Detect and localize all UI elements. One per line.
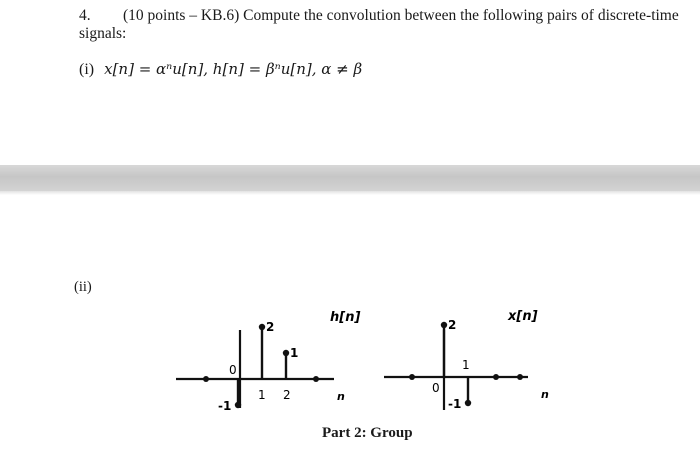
- problem-header-text: (10 points – KB.6) Compute the convolution between the following pairs of discrete-time: [123, 7, 679, 24]
- zero-sample-dot-1: [313, 376, 319, 382]
- h-plot: [176, 310, 360, 413]
- zero-sample-dot-4: [517, 374, 523, 380]
- h-sample-dot-1: [259, 324, 265, 330]
- x-sample-value-1: 2: [448, 318, 457, 332]
- x-tick-1: 1: [462, 358, 470, 372]
- part-i-formula: x[n] = αⁿu[n], h[n] = βⁿu[n], α ≠ β: [104, 60, 363, 78]
- x-plot-label: x[n]: [508, 309, 538, 324]
- part-i-label: (i): [79, 61, 95, 78]
- h-axis-n-label: n: [337, 390, 345, 403]
- h-sample-value-0: -1: [218, 399, 232, 413]
- h-sample-value-1: 2: [266, 320, 275, 334]
- figure-caption: Part 2: Group: [322, 425, 413, 441]
- h-sample-value-2: 1: [290, 346, 299, 360]
- x-sample-dot-1: [441, 322, 447, 328]
- x-plot: [384, 309, 549, 411]
- zero-sample-dot-0: [203, 376, 209, 382]
- problem-number: 4.: [79, 7, 91, 24]
- zero-sample-dot-3: [493, 374, 499, 380]
- h-sample-dot-2: [283, 350, 289, 356]
- h-tick-0: 0: [229, 363, 237, 377]
- x-sample-dot-0: [465, 400, 471, 406]
- h-tick-1: 1: [258, 388, 266, 402]
- x-tick-0: 0: [432, 381, 440, 395]
- x-axis-n-label: n: [541, 388, 549, 401]
- zero-sample-dot-2: [409, 374, 415, 380]
- h-plot-label: h[n]: [330, 310, 361, 325]
- part-ii-label: (ii): [74, 279, 92, 295]
- h-sample-dot-0: [235, 402, 241, 408]
- h-tick-2: 2: [283, 388, 291, 402]
- x-sample-value-0: -1: [448, 397, 462, 411]
- problem-header-continued: signals:: [79, 25, 127, 42]
